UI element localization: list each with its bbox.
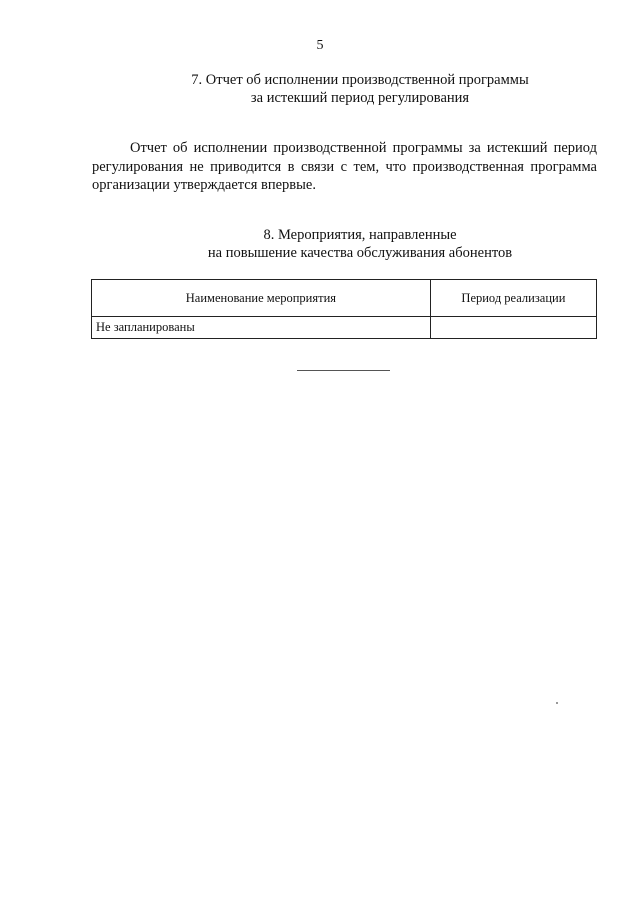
- column-header-period: Период реализации: [430, 280, 596, 317]
- section-7-title-line-1: 7. Отчет об исполнении производственной программы: [191, 72, 529, 88]
- column-header-measure-name: Наименование мероприятия: [92, 280, 431, 317]
- scan-speck: [556, 702, 558, 704]
- measures-table: [91, 279, 597, 339]
- table-cell-period: [430, 317, 596, 339]
- section-7-title-line-2: за истекший период регулирования: [250, 90, 470, 106]
- table-row: [92, 317, 597, 339]
- section-8-title-line-2: на повышение качества обслуживания абонентов: [207, 245, 513, 261]
- section-8-title-line-1: 8. Мероприятия, направленные: [263, 227, 457, 243]
- end-of-document-rule: [297, 370, 390, 371]
- table-cell-measure-name: Не запланированы: [92, 317, 431, 339]
- section-8-title: [60, 226, 640, 262]
- page-number: 5: [316, 38, 324, 53]
- section-7-title: [60, 71, 640, 107]
- section-7-paragraph: Отчет об исполнении производственной программы за истекший период регулирования не приводится в связи с тем, что производственная программа организации утверждается впервые.: [92, 140, 597, 193]
- table-header-row: [92, 280, 597, 317]
